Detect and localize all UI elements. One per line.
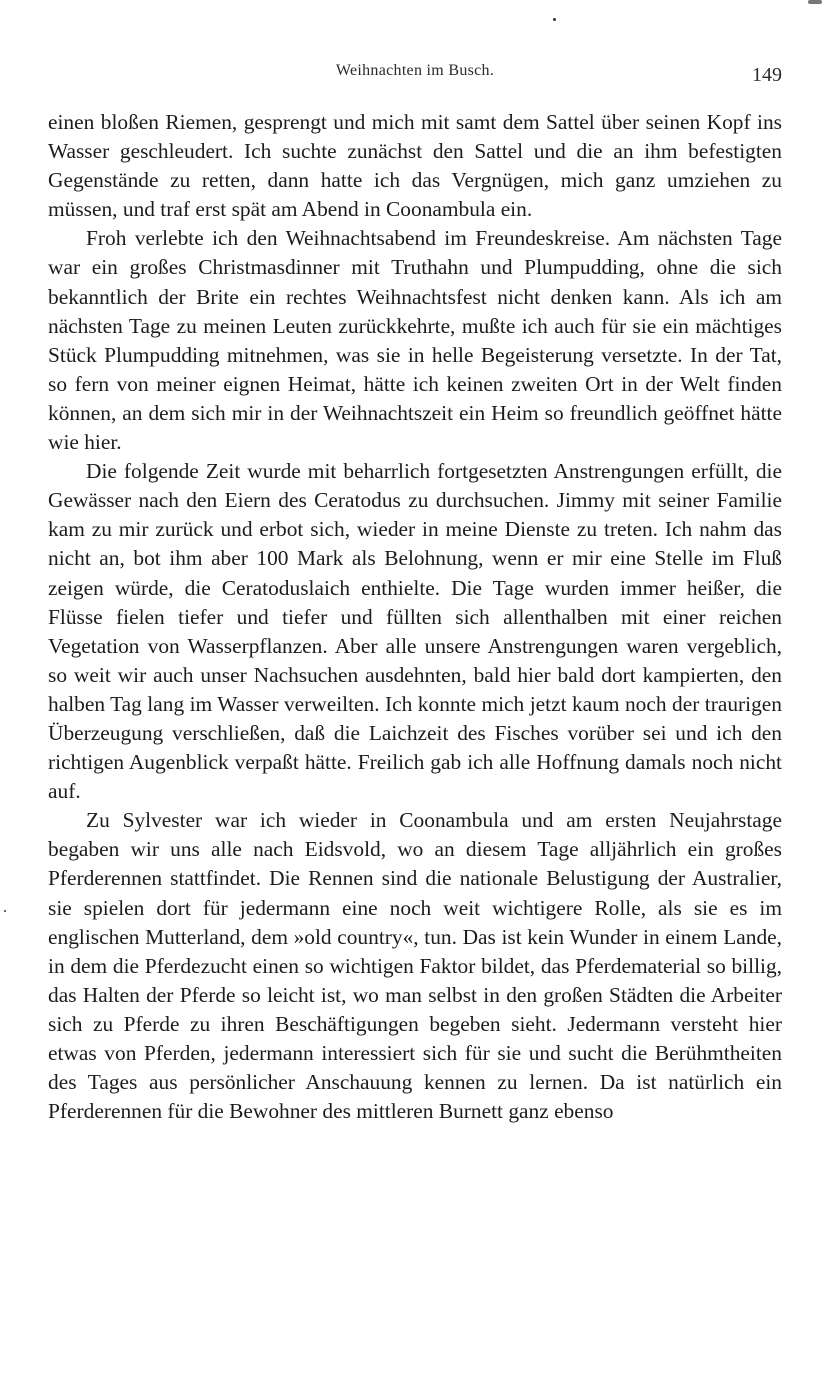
scan-speck: [4, 910, 6, 912]
scan-speck: [808, 0, 822, 4]
running-title: Weihnachten im Busch.: [335, 62, 495, 79]
paragraph-4: Zu Sylvester war ich wieder in Coonambula und am ersten Neujahrstage begaben wir uns alle nach Eidsvold, wo an diesem Tage alljährlich ein großes Pferderennen stattfindet. Die Rennen sind die nationale Belustigung der Australier, sie spielen dort für jedermann eine noch weit wichtigere Rolle, als sie es im englischen Mutterland, dem »old country«, tun. Das ist kein Wunder in einem Lande, in dem die Pferdezucht einen so wichtigen Faktor bildet, das Pferdematerial so billig, das Halten der Pferde so leicht ist, wo man selbst in den großen Städten die Arbeiter sich zu Pferde zu ihren Beschäftigungen begeben sieht. Jedermann versteht hier etwas von Pferden, jedermann interessiert sich für sie und sucht die Berühmtheiten des Tages aus persönlicher Anschauung kennen zu lernen. Da ist natürlich ein Pferderennen für die Bewohner des mittleren Burnett ganz ebenso: [48, 808, 782, 1124]
scan-speck: [553, 18, 556, 21]
page-number: 149: [752, 64, 782, 86]
paragraph-1: einen bloßen Riemen, gesprengt und mich mit samt dem Sattel über seinen Kopf ins Wasser geschleudert. Ich suchte zunächst den Sattel und die an ihm befestigten Gegenstände zu retten, dann hatte ich das Vergnügen, mich ganz umziehen zu müssen, und traf erst spät am Abend in Coonambula ein.: [48, 110, 782, 222]
paragraph-2: Froh verlebte ich den Weihnachtsabend im Freundeskreise. Am nächsten Tage war ein großes Christmasdinner mit Truthahn und Plumpudding, ohne die sich bekanntlich der Brite ein rechtes Weihnachtsfest nicht denken kann. Als ich am nächsten Tage zu meinen Leuten zurückkehrte, mußte ich auch für sie ein mächtiges Stück Plumpudding mitnehmen, was sie in helle Begeisterung versetzte. In der Tat, so fern von meiner eignen Heimat, hätte ich keinen zweiten Ort in der Welt finden können, an dem sich mir in der Weihnachtszeit ein Heim so freundlich geöffnet hätte wie hier.: [48, 226, 782, 455]
body-text: [48, 108, 782, 1126]
paragraph-3: Die folgende Zeit wurde mit beharrlich fortgesetzten Anstrengungen erfüllt, die Gewässer nach den Eiern des Ceratodus zu durchsuchen. Jimmy mit seiner Familie kam zu mir zurück und erbot sich, wieder in meine Dienste zu treten. Ich nahm das nicht an, bot ihm aber 100 Mark als Belohnung, wenn er mir eine Stelle im Fluß zeigen würde, die Ceratoduslaich enthielte. Die Tage wurden immer heißer, die Flüsse fielen tiefer und tiefer und füllten sich allenthalben mit einer reichen Vegetation von Wasserpflanzen. Aber alle unsere Anstrengungen waren vergeblich, so weit wir auch unser Nachsuchen ausdehnten, bald hier bald dort kampierten, den halben Tag lang im Wasser verweilten. Ich konnte mich jetzt kaum noch der traurigen Überzeugung verschließen, daß die Laichzeit des Fisches vorüber sei und ich den richtigen Augenblick verpaßt hätte. Freilich gab ich alle Hoffnung damals noch nicht auf.: [48, 459, 782, 804]
page-header: [48, 58, 782, 92]
